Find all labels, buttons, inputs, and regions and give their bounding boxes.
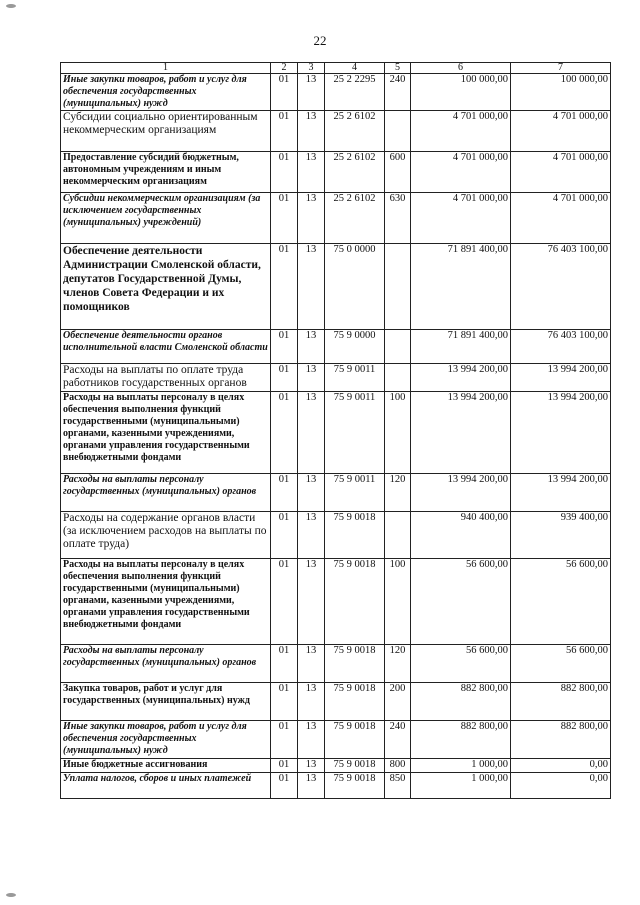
row-c4-cell: 75 9 0018 [325,512,385,559]
row-name-cell: Расходы на выплаты по оплате труда работников государственных органов [61,364,271,392]
row-c3-cell: 13 [298,74,325,111]
row-c3-cell: 13 [298,773,325,799]
row-c6-cell: 71 891 400,00 [411,330,511,364]
table-row [61,244,611,330]
row-c3-cell: 13 [298,683,325,721]
table-row [61,474,611,512]
row-name-cell: Субсидии некоммерческим организациям (за исключением государственных (муниципальных) учреждений) [61,193,271,244]
row-c7-cell: 76 403 100,00 [511,244,611,330]
row-c2-cell: 01 [271,645,298,683]
row-c6-cell: 100 000,00 [411,74,511,111]
row-c7-cell: 939 400,00 [511,512,611,559]
row-c2-cell: 01 [271,244,298,330]
row-name-cell: Расходы на содержание органов власти (за исключением расходов на выплаты по оплате труда) [61,512,271,559]
row-c7-cell: 4 701 000,00 [511,111,611,152]
row-c2-cell: 01 [271,683,298,721]
row-c3-cell: 13 [298,111,325,152]
row-c2-cell: 01 [271,152,298,193]
table-row [61,645,611,683]
row-name-cell: Расходы на выплаты персоналу государственных (муниципальных) органов [61,645,271,683]
row-c6-cell: 1 000,00 [411,773,511,799]
page-number: 22 [313,33,327,48]
row-c4-cell: 75 9 0018 [325,721,385,759]
row-name-cell: Предоставление субсидий бюджетным, автономным учреждениям и иным некоммерческим организациям [61,152,271,193]
row-c5-cell: 240 [385,74,411,111]
row-c7-cell: 13 994 200,00 [511,392,611,474]
row-c3-cell: 13 [298,759,325,773]
row-c5-cell: 800 [385,759,411,773]
row-c4-cell: 25 2 6102 [325,111,385,152]
header-col-2: 2 [271,63,298,74]
row-c7-cell: 76 403 100,00 [511,330,611,364]
row-c3-cell: 13 [298,645,325,683]
row-c4-cell: 75 9 0018 [325,645,385,683]
row-c7-cell: 882 800,00 [511,721,611,759]
row-c7-cell: 13 994 200,00 [511,474,611,512]
row-c5-cell [385,512,411,559]
table-row [61,559,611,645]
row-c5-cell [385,364,411,392]
table-row [61,759,611,773]
row-c5-cell [385,244,411,330]
row-c6-cell: 71 891 400,00 [411,244,511,330]
row-c3-cell: 13 [298,721,325,759]
row-c7-cell: 13 994 200,00 [511,364,611,392]
row-name-cell: Иные бюджетные ассигнования [61,759,271,773]
row-c2-cell: 01 [271,512,298,559]
row-c6-cell: 13 994 200,00 [411,392,511,474]
row-c2-cell: 01 [271,392,298,474]
row-c2-cell: 01 [271,74,298,111]
row-c5-cell: 240 [385,721,411,759]
punch-mark-bottom [6,893,16,897]
row-c7-cell: 56 600,00 [511,559,611,645]
row-c2-cell: 01 [271,364,298,392]
row-name-cell: Обеспечение деятельности Администрации Смоленской области, депутатов Государственной Думы, членов Совета Федерации и их помощников [61,244,271,330]
row-c4-cell: 75 9 0000 [325,330,385,364]
row-c6-cell: 13 994 200,00 [411,474,511,512]
row-c2-cell: 01 [271,330,298,364]
table-row [61,392,611,474]
row-name-cell: Обеспечение деятельности органов исполнительной власти Смоленской области [61,330,271,364]
row-c6-cell: 1 000,00 [411,759,511,773]
row-c3-cell: 13 [298,193,325,244]
row-name-cell: Закупка товаров, работ и услуг для государственных (муниципальных) нужд [61,683,271,721]
row-c7-cell: 56 600,00 [511,645,611,683]
row-c7-cell: 0,00 [511,773,611,799]
row-c6-cell: 4 701 000,00 [411,111,511,152]
table-row [61,721,611,759]
table-row [61,330,611,364]
row-c6-cell: 4 701 000,00 [411,193,511,244]
header-col-3: 3 [298,63,325,74]
row-c6-cell: 56 600,00 [411,645,511,683]
row-c6-cell: 4 701 000,00 [411,152,511,193]
row-c4-cell: 25 2 6102 [325,193,385,244]
row-c2-cell: 01 [271,773,298,799]
table-row [61,364,611,392]
row-c4-cell: 75 9 0018 [325,559,385,645]
header-col-5: 5 [385,63,411,74]
table-row [61,773,611,799]
row-name-cell: Расходы на выплаты персоналу государственных (муниципальных) органов [61,474,271,512]
row-c5-cell [385,111,411,152]
row-name-cell: Иные закупки товаров, работ и услуг для обеспечения государственных (муниципальных) нужд [61,721,271,759]
row-c4-cell: 25 2 6102 [325,152,385,193]
row-c7-cell: 0,00 [511,759,611,773]
budget-table [60,62,611,799]
row-c4-cell: 75 9 0018 [325,759,385,773]
header-col-6: 6 [411,63,511,74]
row-c3-cell: 13 [298,512,325,559]
row-c4-cell: 75 9 0011 [325,474,385,512]
row-c3-cell: 13 [298,244,325,330]
row-c4-cell: 75 9 0011 [325,392,385,474]
row-c3-cell: 13 [298,559,325,645]
row-c5-cell: 100 [385,559,411,645]
header-col-4: 4 [325,63,385,74]
row-name-cell: Иные закупки товаров, работ и услуг для обеспечения государственных (муниципальных) нужд [61,74,271,111]
row-c6-cell: 940 400,00 [411,512,511,559]
row-c7-cell: 4 701 000,00 [511,193,611,244]
row-name-cell: Расходы на выплаты персоналу в целях обеспечения выполнения функций государственными (муниципальными) органами, казенными учреждениями, органами управления государственными внебюджетными фондами [61,392,271,474]
row-c4-cell: 25 2 2295 [325,74,385,111]
row-c5-cell: 850 [385,773,411,799]
row-c4-cell: 75 0 0000 [325,244,385,330]
row-c6-cell: 13 994 200,00 [411,364,511,392]
row-c5-cell: 120 [385,645,411,683]
row-c5-cell: 100 [385,392,411,474]
row-c3-cell: 13 [298,152,325,193]
row-c6-cell: 882 800,00 [411,683,511,721]
row-c5-cell [385,330,411,364]
row-name-cell: Уплата налогов, сборов и иных платежей [61,773,271,799]
row-c7-cell: 100 000,00 [511,74,611,111]
table-row [61,683,611,721]
punch-mark-top [6,4,16,8]
row-c2-cell: 01 [271,559,298,645]
row-c3-cell: 13 [298,392,325,474]
row-c2-cell: 01 [271,193,298,244]
row-c5-cell: 200 [385,683,411,721]
row-c7-cell: 882 800,00 [511,683,611,721]
header-col-1: 1 [61,63,271,74]
table-row [61,152,611,193]
row-c5-cell: 600 [385,152,411,193]
row-c5-cell: 630 [385,193,411,244]
row-name-cell: Расходы на выплаты персоналу в целях обеспечения выполнения функций государственными (муниципальными) органами, казенными учреждениями, органами управления государственными внебюджетными фондами [61,559,271,645]
row-name-cell: Субсидии социально ориентированным некоммерческим организациям [61,111,271,152]
row-c3-cell: 13 [298,330,325,364]
header-col-7: 7 [511,63,611,74]
header-row [61,63,611,74]
table-row [61,193,611,244]
row-c3-cell: 13 [298,364,325,392]
row-c2-cell: 01 [271,474,298,512]
row-c6-cell: 882 800,00 [411,721,511,759]
row-c4-cell: 75 9 0011 [325,364,385,392]
table-row [61,512,611,559]
row-c6-cell: 56 600,00 [411,559,511,645]
row-c5-cell: 120 [385,474,411,512]
row-c3-cell: 13 [298,474,325,512]
row-c4-cell: 75 9 0018 [325,683,385,721]
row-c2-cell: 01 [271,759,298,773]
row-c2-cell: 01 [271,111,298,152]
row-c2-cell: 01 [271,721,298,759]
table-row [61,111,611,152]
row-c4-cell: 75 9 0018 [325,773,385,799]
table-row [61,74,611,111]
row-c7-cell: 4 701 000,00 [511,152,611,193]
